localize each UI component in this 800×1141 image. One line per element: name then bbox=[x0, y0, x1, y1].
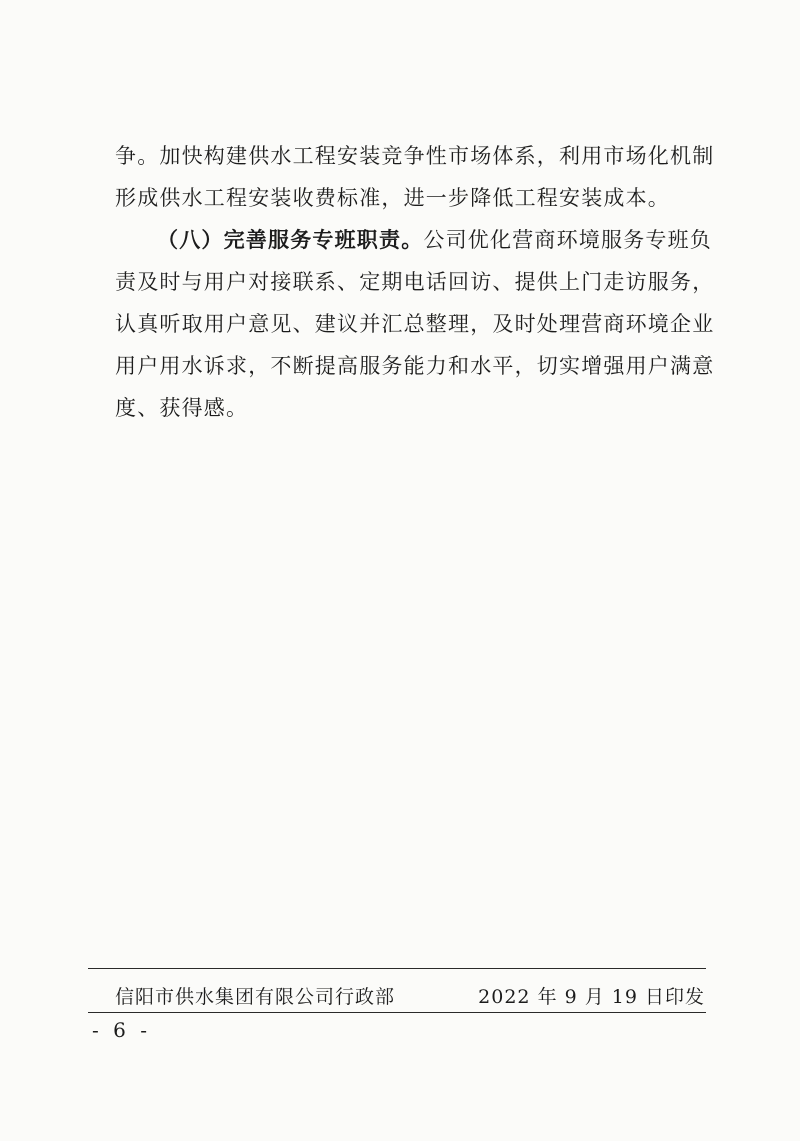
page-number: - 6 - bbox=[92, 1018, 151, 1042]
issue-date: 2022 年 9 月 19 日印发 bbox=[478, 986, 705, 1008]
paragraph-text: 争。加快构建供水工程安装竞争性市场体系，利用市场化机制形成供水工程安装收费标准，进一步降低工程安装成本。 bbox=[115, 144, 715, 210]
body-text bbox=[115, 135, 715, 429]
paragraph-text: 公司优化营商环境服务专班负责及时与用户对接联系、定期电话回访、提供上门走访服务，认真听取用户意见、建议并汇总整理，及时处理营商环境企业用户用水诉求，不断提高服务能力和水平，切实增强用户满意度、获得感。 bbox=[115, 228, 715, 420]
issuer-name: 信阳市供水集团有限公司行政部 bbox=[115, 986, 396, 1008]
footer-bottom-rule bbox=[88, 1012, 706, 1013]
paragraph-continuation bbox=[115, 135, 715, 219]
paragraph-section-8 bbox=[115, 219, 715, 429]
footer-top-rule bbox=[88, 968, 706, 969]
section-heading: （八）完善服务专班职责。 bbox=[157, 228, 424, 252]
